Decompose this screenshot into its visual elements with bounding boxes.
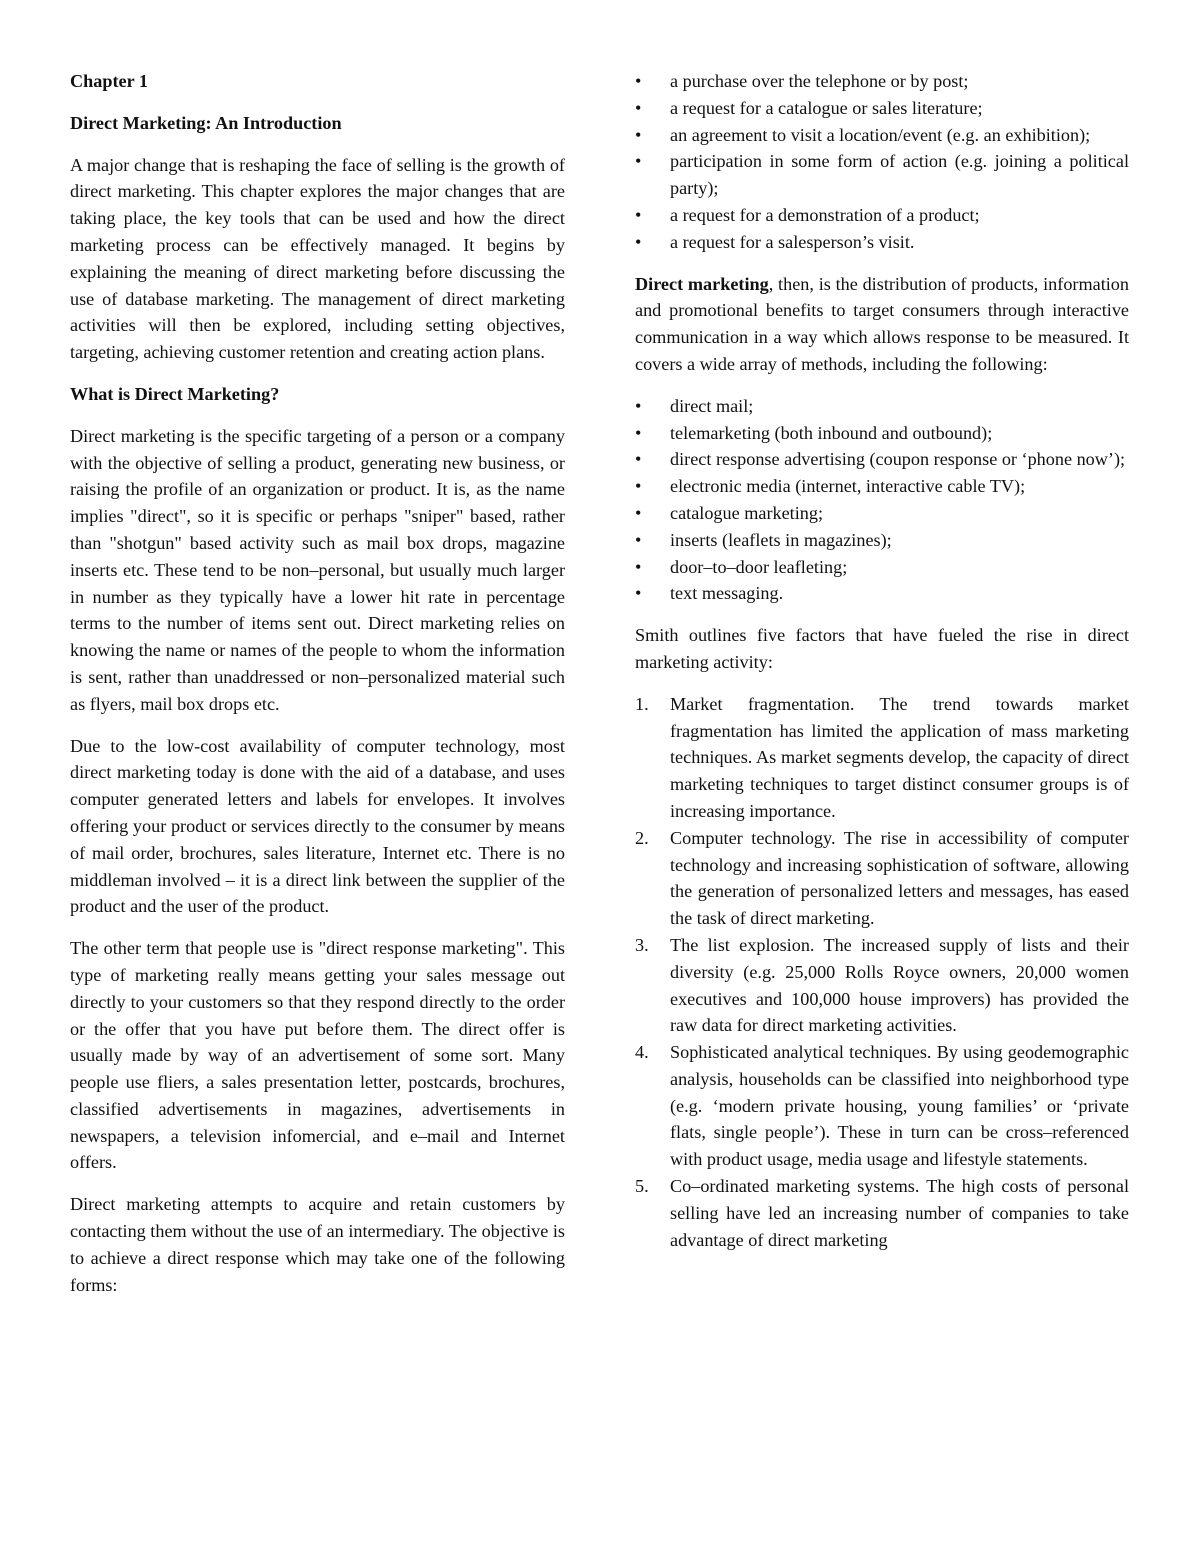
left-column bbox=[70, 68, 565, 1313]
list-item bbox=[635, 473, 1129, 500]
list-item-text: inserts (leaflets in magazines); bbox=[670, 529, 892, 550]
list-item-text: Computer technology. The rise in accessibility of computer technology and increasing sophistication of software, allowing the generation of personalized letters and messages, has eased the task of direct marketing. bbox=[670, 827, 1129, 929]
intro-paragraph: A major change that is reshaping the face of selling is the growth of direct marketing. This chapter explores the major changes that are taking place, the key tools that can be used and how the direct marketing process can be effectively managed. It begins by explaining the meaning of direct marketing before discussing the use of database marketing. The management of direct marketing activities will then be explored, including setting objectives, targeting, achieving customer retention and creating action plans. bbox=[70, 154, 565, 363]
list-item-text: text messaging. bbox=[670, 583, 784, 604]
list-item bbox=[635, 691, 1129, 825]
list-item-text: a purchase over the telephone or by post; bbox=[670, 71, 969, 91]
bullet-icon: • bbox=[635, 204, 642, 225]
list-item-text: electronic media (internet, interactive cable TV); bbox=[670, 476, 1026, 497]
list-item-text: participation in some form of action (e.g. joining a political party); bbox=[670, 151, 1129, 199]
list-item-text: Co–ordinated marketing systems. The high costs of personal selling have led an increasing number of companies to take advantage of direct marketing bbox=[670, 1176, 1129, 1250]
bullet-icon: • bbox=[635, 97, 642, 118]
list-item-text: telemarketing (both inbound and outbound); bbox=[670, 422, 993, 443]
right-column bbox=[635, 68, 1129, 1268]
bullet-icon: • bbox=[635, 529, 642, 550]
bullet-icon: • bbox=[635, 583, 642, 604]
list-item bbox=[635, 148, 1129, 202]
bullet-icon: • bbox=[635, 476, 642, 497]
list-item bbox=[635, 825, 1129, 932]
list-item bbox=[635, 420, 1129, 447]
body-paragraph: Direct marketing attempts to acquire and retain customers by contacting them without the use of an intermediary. The objective is to achieve a direct response which may take one of the following forms: bbox=[70, 1194, 565, 1295]
list-item-text: a request for a demonstration of a product; bbox=[670, 204, 980, 225]
bullet-icon: • bbox=[635, 502, 642, 523]
list-item bbox=[635, 68, 1129, 95]
body-paragraph: The other term that people use is "direct response marketing". This type of marketing really means getting your sales message out directly to your customers so that they respond directly to the order or the offer that you have put before them. The direct offer is usually made by way of an advertisement of some sort. Many people use fliers, a sales presentation letter, postcards, brochures, classified advertisements in magazines, advertisements in newspapers, a television infomercial, and e–mail and Internet offers. bbox=[70, 938, 565, 1173]
bullet-icon: • bbox=[635, 231, 642, 252]
list-item bbox=[635, 202, 1129, 229]
list-item-text: Sophisticated analytical techniques. By using geodemographic analysis, households can be classified into neighborhood type (e.g. ‘modern private housing, young families’ or ‘private flats, single people’). These in turn can be cross–referenced with product usage, media usage and lifestyle statements. bbox=[670, 1042, 1129, 1170]
list-item bbox=[635, 500, 1129, 527]
list-number: 2. bbox=[635, 827, 649, 848]
list-item-text: direct response advertising (coupon response or ‘phone now’); bbox=[670, 449, 1126, 470]
list-item-text: door–to–door leafleting; bbox=[670, 556, 848, 577]
response-forms-list bbox=[635, 68, 1129, 256]
list-item-text: a request for a salesperson’s visit. bbox=[670, 231, 915, 252]
list-item bbox=[635, 446, 1129, 473]
list-item bbox=[635, 580, 1129, 607]
definition-term: Direct marketing bbox=[635, 273, 769, 294]
list-number: 4. bbox=[635, 1042, 649, 1063]
list-item-text: a request for a catalogue or sales literature; bbox=[670, 97, 983, 118]
list-item bbox=[635, 229, 1129, 256]
bullet-icon: • bbox=[635, 556, 642, 577]
list-number: 5. bbox=[635, 1176, 649, 1197]
chapter-label: Chapter 1 bbox=[70, 71, 148, 91]
bullet-icon: • bbox=[635, 124, 642, 145]
list-item bbox=[635, 527, 1129, 554]
list-item bbox=[635, 122, 1129, 149]
list-number: 3. bbox=[635, 934, 649, 955]
list-item bbox=[635, 393, 1129, 420]
list-item-text: direct mail; bbox=[670, 395, 754, 416]
chapter-title: Direct Marketing: An Introduction bbox=[70, 112, 342, 133]
methods-list bbox=[635, 393, 1129, 607]
list-item-text: catalogue marketing; bbox=[670, 502, 824, 523]
definition-paragraph bbox=[635, 271, 1129, 378]
bullet-icon: • bbox=[635, 151, 642, 172]
bullet-icon: • bbox=[635, 395, 642, 416]
bullet-icon: • bbox=[635, 422, 642, 443]
list-item-text: an agreement to visit a location/event (e.g. an exhibition); bbox=[670, 124, 1091, 145]
factors-list bbox=[635, 691, 1129, 1254]
body-paragraph: Due to the low-cost availability of computer technology, most direct marketing today is done with the aid of a database, and uses computer generated letters and labels for envelopes. It involves offering your product or services directly to the consumer by means of mail order, brochures, sales literature, Internet etc. There is no middleman involved – it is a direct link between the supplier of the product and the user of the product. bbox=[70, 735, 565, 917]
list-item bbox=[635, 1039, 1129, 1173]
body-paragraph: Direct marketing is the specific targeting of a person or a company with the objective of selling a product, generating new business, or raising the profile of an organization or product. It is, as the name implies "direct", so it is specific or perhaps "sniper" based, rather than "shotgun" based activity such as mail box drops, magazine inserts etc. These tend to be non–personal, but usually much larger in number as they typically have a lower hit rate in percentage terms to the number of items sent out. Direct marketing relies on knowing the name or names of the people to whom the information is sent, rather than unaddressed or non–personalized material such as flyers, mail box drops etc. bbox=[70, 425, 565, 714]
list-item bbox=[635, 554, 1129, 581]
bullet-icon: • bbox=[635, 71, 642, 91]
definition-text: , then, is the distribution of products, information and promotional benefits to target consumers through interactive communication in a way which allows response to be measured. It covers a wide array of methods, including the following: bbox=[635, 273, 1129, 374]
list-item-text: The list explosion. The increased supply of lists and their diversity (e.g. 25,000 Rolls Royce owners, 20,000 women executives and 100,000 house improvers) has provided the raw data for direct marketing activities. bbox=[670, 934, 1129, 1036]
list-number: 1. bbox=[635, 693, 649, 714]
bullet-icon: • bbox=[635, 449, 642, 470]
list-item bbox=[635, 1173, 1129, 1253]
section-heading: What is Direct Marketing? bbox=[70, 383, 280, 404]
list-item bbox=[635, 932, 1129, 1039]
list-item-text: Market fragmentation. The trend towards market fragmentation has limited the application of mass marketing techniques. As market segments develop, the capacity of direct marketing techniques to target distinct consumer groups is of increasing importance. bbox=[670, 693, 1129, 821]
list-item bbox=[635, 95, 1129, 122]
factors-intro: Smith outlines five factors that have fueled the rise in direct marketing activity: bbox=[635, 625, 1129, 672]
